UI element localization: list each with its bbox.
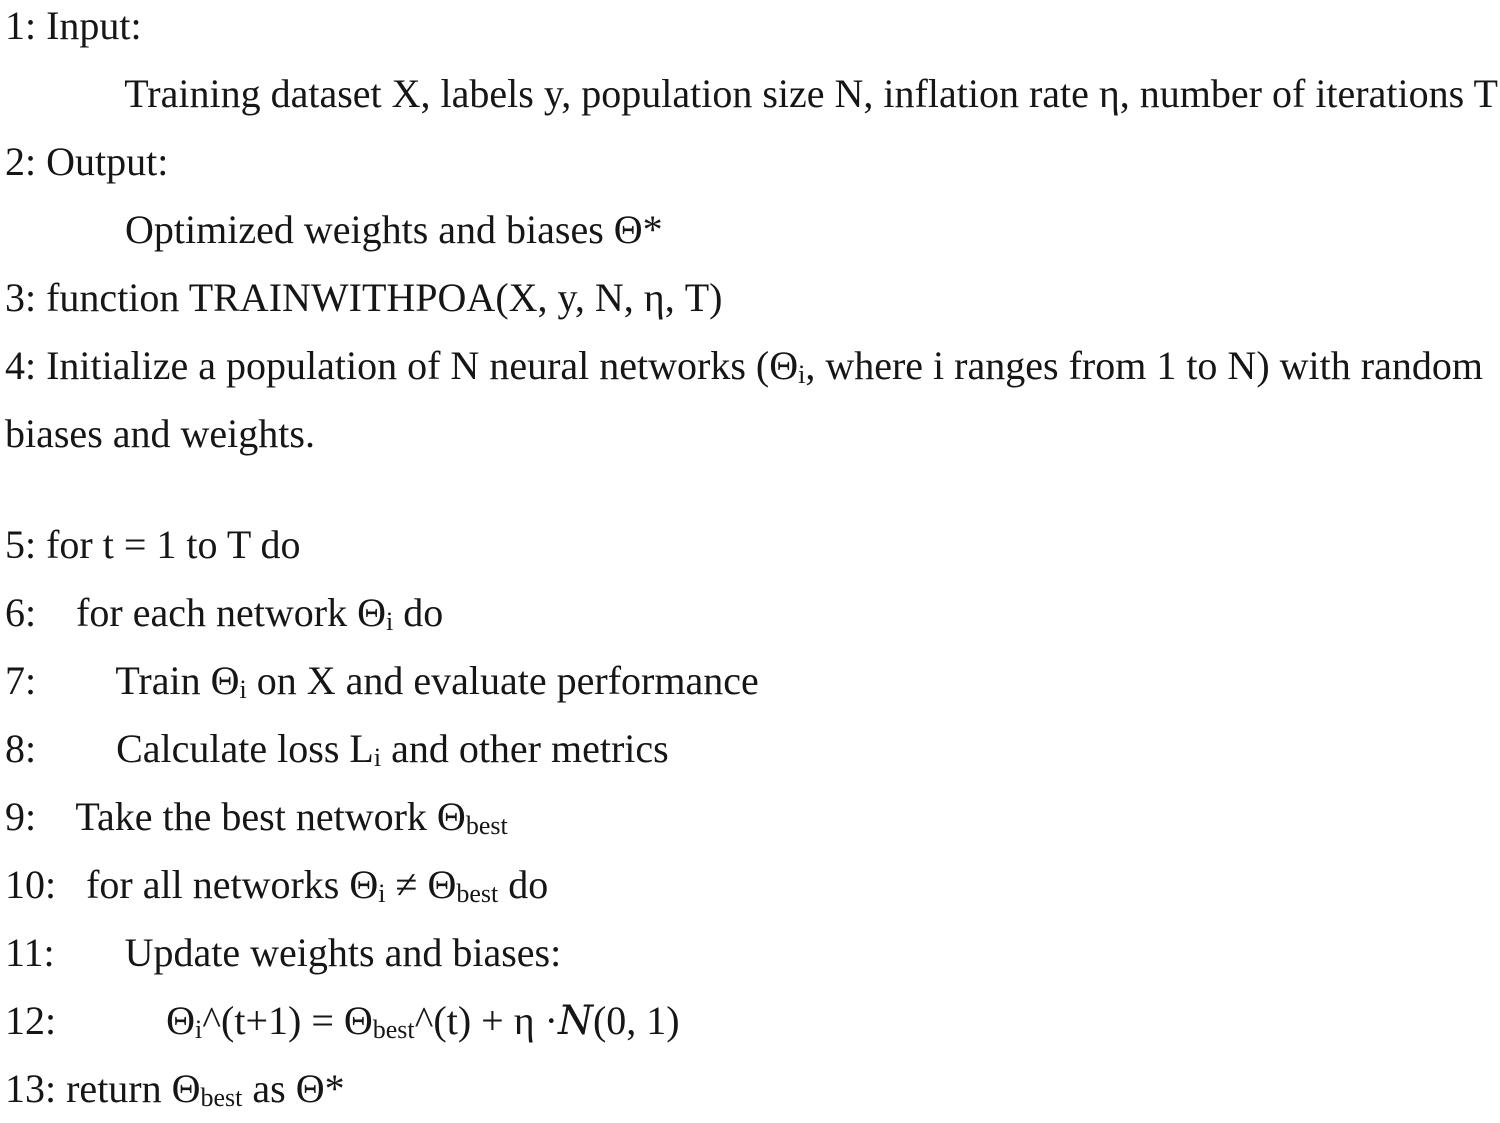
code-text: 9: Take the best network Θ: [5, 794, 466, 839]
code-text: (0, 1): [592, 998, 680, 1043]
code-line: [5, 400, 1500, 468]
code-text: , where i ranges from 1 to N) with random: [805, 343, 1483, 388]
code-text: on X and evaluate performance: [246, 658, 759, 703]
code-line: [5, 919, 1500, 987]
subscript-text: best: [456, 878, 499, 908]
code-text: Training dataset X, labels y, population size N, inflation rate η, number of iterations T: [5, 71, 1498, 116]
code-text: 12: Θ: [5, 998, 195, 1043]
code-text: and other metrics: [381, 726, 669, 771]
subscript-text: i: [798, 359, 806, 389]
code-line: [5, 851, 1500, 919]
code-line: [5, 579, 1500, 647]
code-text: 13: return Θ: [5, 1066, 201, 1111]
subscript-text: best: [200, 1082, 243, 1112]
code-text: as Θ*: [242, 1066, 345, 1111]
code-text: 10: for all networks Θ: [5, 862, 379, 907]
code-text: 11: Update weights and biases:: [5, 930, 562, 975]
code-text: 4: Initialize a population of N neural networks (Θ: [5, 343, 799, 388]
code-text: Optimized weights and biases Θ*: [5, 207, 663, 252]
code-text: 8: Calculate loss L: [5, 726, 374, 771]
code-text: 5: for t = 1 to T do: [5, 522, 301, 567]
code-line: [5, 1055, 1500, 1123]
code-line: [5, 987, 1500, 1055]
subscript-text: i: [373, 742, 382, 772]
code-text: do: [498, 862, 549, 907]
subscript-text: i: [378, 878, 386, 908]
code-text: ≠ Θ: [385, 862, 457, 907]
code-line: [5, 783, 1500, 851]
subscript-text: i: [195, 1014, 203, 1044]
subscript-text: i: [385, 606, 394, 636]
code-text: 1: Input:: [5, 3, 142, 48]
code-text: ^(t+1) = Θ: [202, 998, 373, 1043]
code-line: [5, 60, 1500, 128]
code-text: 6: for each network Θ: [5, 590, 386, 635]
script-n-normal-distribution-symbol: N: [557, 998, 593, 1044]
code-line: [5, 128, 1500, 196]
code-text: 2: Output:: [5, 139, 169, 184]
code-text: biases and weights.: [5, 411, 315, 456]
code-line: [5, 0, 1500, 60]
code-text: ^(t) + η ·: [414, 998, 558, 1043]
code-text: 7: Train Θ: [5, 658, 240, 703]
subscript-text: i: [239, 674, 247, 704]
code-line: [5, 511, 1500, 579]
code-line: [5, 332, 1500, 400]
code-line: [5, 196, 1500, 264]
code-text: 3: function TRAINWITHPOA(X, y, N, η, T): [5, 275, 723, 320]
subscript-text: best: [372, 1014, 415, 1044]
code-line: [5, 647, 1500, 715]
code-text: do: [393, 590, 444, 635]
code-line: [5, 715, 1500, 783]
subscript-text: best: [465, 810, 508, 840]
code-line: [5, 264, 1500, 332]
